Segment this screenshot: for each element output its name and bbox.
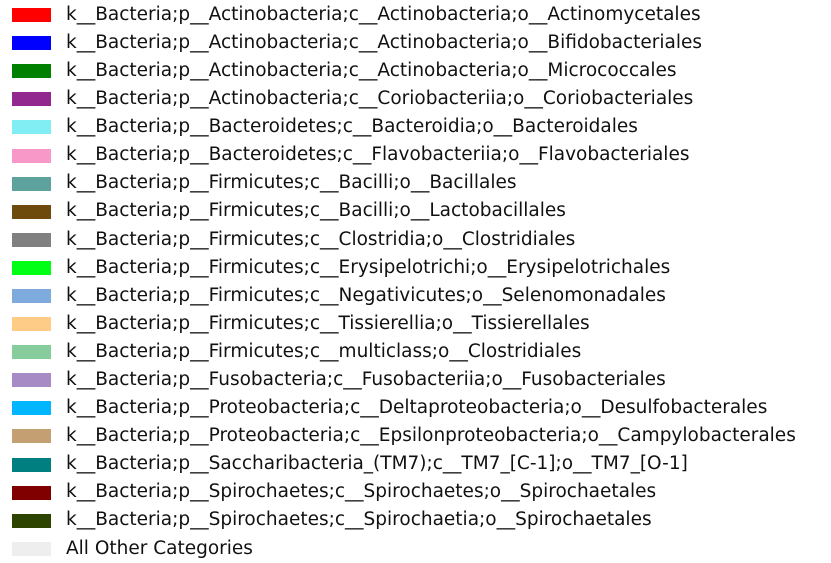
legend-swatch (12, 429, 51, 443)
legend-item (12, 254, 831, 282)
legend-swatch (12, 345, 51, 359)
legend-item (12, 198, 831, 226)
legend-label: k__Bacteria;p__Firmicutes;c__Bacilli;o__Bacillales (66, 172, 517, 194)
legend-item (12, 422, 831, 450)
legend-label: k__Bacteria;p__Firmicutes;c__Tissierellia;o__Tissierellales (66, 312, 590, 334)
legend-item (12, 141, 831, 169)
legend-label: k__Bacteria;p__Proteobacteria;c__Deltaproteobacteria;o__Desulfobacterales (66, 397, 768, 419)
legend-label: k__Bacteria;p__Spirochaetes;c__Spirochaetia;o__Spirochaetales (66, 509, 652, 531)
legend-swatch (12, 36, 51, 50)
legend-item (12, 226, 831, 254)
legend-item (12, 85, 831, 113)
legend-label: k__Bacteria;p__Firmicutes;c__multiclass;o__Clostridiales (66, 340, 582, 362)
legend-swatch (12, 233, 51, 247)
chart-legend (12, 1, 831, 563)
legend-swatch (12, 92, 51, 106)
legend-swatch (12, 486, 51, 500)
legend-swatch (12, 177, 51, 191)
legend-label: k__Bacteria;p__Bacteroidetes;c__Flavobacteriia;o__Flavobacteriales (66, 144, 690, 166)
legend-swatch (12, 64, 51, 78)
legend-label: All Other Categories (66, 537, 253, 559)
legend-item (12, 394, 831, 422)
legend-label: k__Bacteria;p__Actinobacteria;c__Coriobacteriia;o__Coriobacteriales (66, 88, 694, 110)
legend-label: k__Bacteria;p__Proteobacteria;c__Epsilonproteobacteria;o__Campylobacterales (66, 425, 796, 447)
legend-item (12, 170, 831, 198)
legend-label: k__Bacteria;p__Firmicutes;c__Bacilli;o__Lactobacillales (66, 200, 566, 222)
legend-item (12, 535, 831, 563)
legend-item (12, 507, 831, 535)
legend-item (12, 57, 831, 85)
legend-item (12, 1, 831, 29)
legend-item (12, 113, 831, 141)
legend-swatch (12, 289, 51, 303)
legend-item (12, 282, 831, 310)
legend-label: k__Bacteria;p__Actinobacteria;c__Actinobacteria;o__Actinomycetales (66, 3, 701, 25)
legend-label: k__Bacteria;p__Saccharibacteria_(TM7);c__TM7_[C-1];o__TM7_[O-1] (66, 453, 688, 475)
legend-swatch (12, 120, 51, 134)
legend-item (12, 310, 831, 338)
legend-swatch (12, 205, 51, 219)
legend-label: k__Bacteria;p__Fusobacteria;c__Fusobacteriia;o__Fusobacteriales (66, 369, 666, 391)
legend-label: k__Bacteria;p__Actinobacteria;c__Actinobacteria;o__Micrococcales (66, 59, 677, 81)
legend-label: k__Bacteria;p__Firmicutes;c__Erysipelotrichi;o__Erysipelotrichales (66, 256, 671, 278)
legend-label: k__Bacteria;p__Firmicutes;c__Clostridia;o__Clostridiales (66, 228, 576, 250)
legend-swatch (12, 401, 51, 415)
legend-swatch (12, 317, 51, 331)
legend-swatch (12, 261, 51, 275)
legend-item (12, 451, 831, 479)
legend-swatch (12, 514, 51, 528)
legend-label: k__Bacteria;p__Firmicutes;c__Negativicutes;o__Selenomonadales (66, 284, 666, 306)
legend-swatch (12, 149, 51, 163)
legend-label: k__Bacteria;p__Spirochaetes;c__Spirochaetes;o__Spirochaetales (66, 481, 657, 503)
legend-item (12, 479, 831, 507)
legend-item (12, 366, 831, 394)
legend-swatch (12, 373, 51, 387)
legend-label: k__Bacteria;p__Bacteroidetes;c__Bacteroidia;o__Bacteroidales (66, 116, 638, 138)
legend-item (12, 29, 831, 57)
legend-swatch (12, 458, 51, 472)
legend-swatch (12, 8, 51, 22)
legend-label: k__Bacteria;p__Actinobacteria;c__Actinobacteria;o__Bifidobacteriales (66, 31, 703, 53)
legend-item (12, 338, 831, 366)
legend-swatch (12, 542, 51, 556)
